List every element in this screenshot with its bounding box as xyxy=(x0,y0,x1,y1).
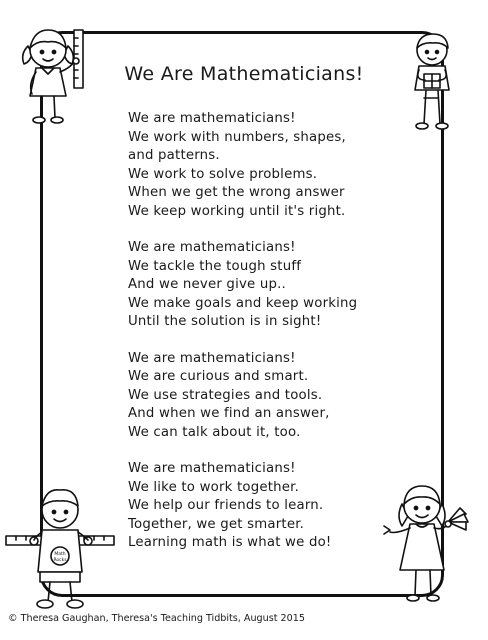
girl-holding-ruler-icon xyxy=(14,18,94,128)
copyright-footer: © Theresa Gaughan, Theresa's Teaching Tidbits, August 2015 xyxy=(8,613,305,624)
poem-line: We work to solve problems. xyxy=(128,166,318,182)
poem-line: Until the solution is in sight! xyxy=(128,314,322,329)
poem-line: We can talk about it, too. xyxy=(128,424,301,440)
poem-line: We are mathematicians! xyxy=(128,461,296,476)
poem-line: We make goals and keep working xyxy=(128,295,358,311)
poem-line: We like to work together. xyxy=(128,479,300,495)
poem-line: We are curious and smart. xyxy=(128,369,309,384)
poem-title: We Are Mathematicians! xyxy=(124,63,364,85)
poem-line: We work with numbers, shapes, xyxy=(128,129,346,145)
svg-text:Math: Math xyxy=(54,552,66,557)
boy-holding-cube-icon xyxy=(402,28,464,138)
poem-line: Learning math is what we do! xyxy=(128,535,332,550)
poem-line: We are mathematicians! xyxy=(128,111,296,126)
poem-line: We tackle the tough stuff xyxy=(128,258,302,274)
stanza-1 xyxy=(128,110,428,221)
poem-line: We help our friends to learn. xyxy=(128,498,324,513)
stanza-3 xyxy=(128,350,428,443)
svg-text:Rocks: Rocks xyxy=(53,558,67,563)
poem-line: When we get the wrong answer xyxy=(128,185,345,200)
poem-line: and patterns. xyxy=(128,148,220,163)
poem-line: We use strategies and tools. xyxy=(128,387,323,403)
poem-line: And when we find an answer, xyxy=(128,406,330,421)
poem-line: We keep working until it's right. xyxy=(128,203,346,219)
poem-line: And we never give up.. xyxy=(128,277,286,292)
boy-holding-ruler-icon xyxy=(4,484,116,612)
girl-holding-cards-icon xyxy=(378,478,474,608)
poem-line: We are mathematicians! xyxy=(128,350,296,366)
stanza-2 xyxy=(128,239,428,332)
poem-line: We are mathematicians! xyxy=(128,240,296,255)
poem-line: Together, we get smarter. xyxy=(128,516,305,532)
